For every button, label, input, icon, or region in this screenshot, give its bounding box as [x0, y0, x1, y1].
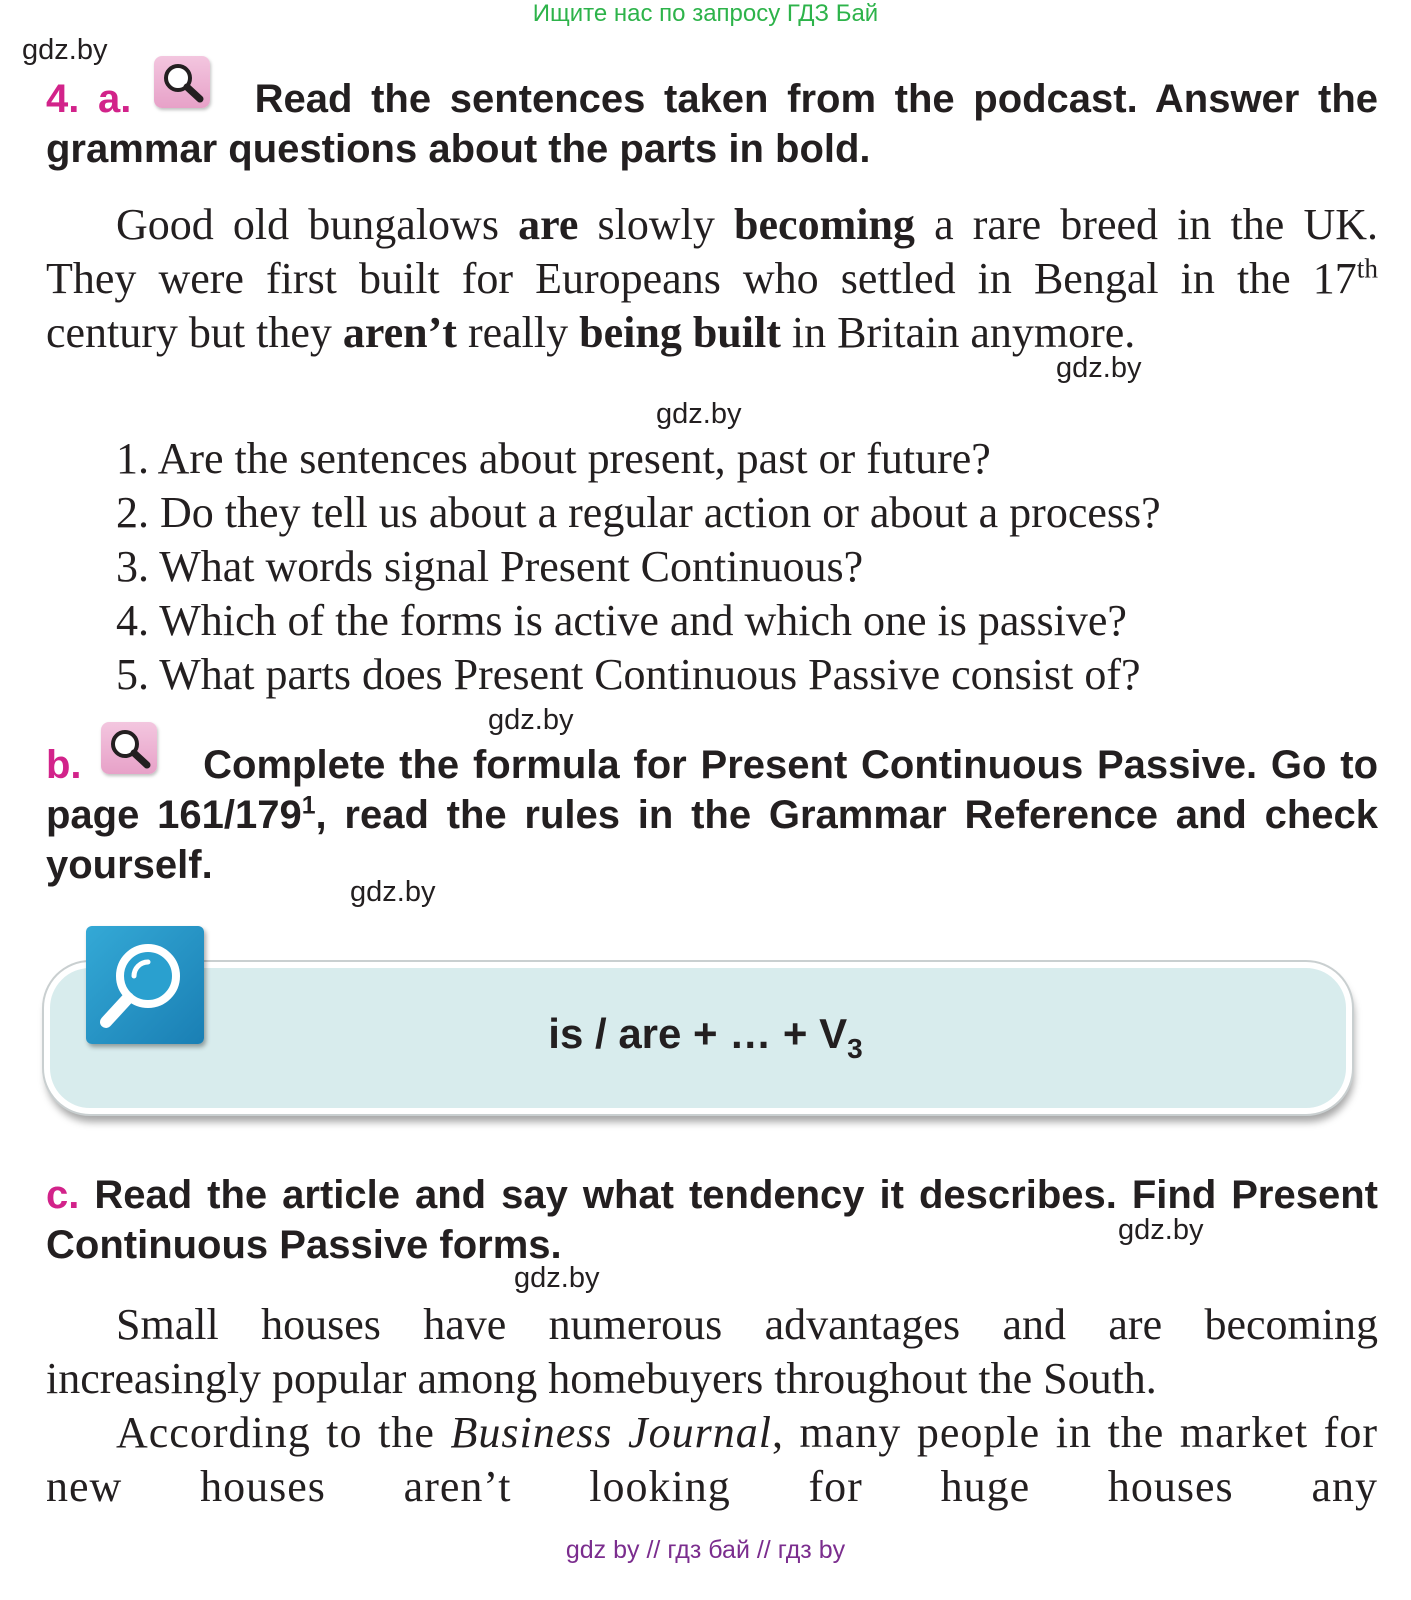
task-4a-instruction: Read the sentences taken from the podcast. Answer the grammar questions about the parts in bold.: [46, 77, 1378, 171]
watermark: gdz.by: [22, 34, 108, 66]
task-b-heading: b. Complete the formula for Present Continuous Passive. Go to page $161/179^1$, read the rules in the Grammar Reference and check yourself.: [46, 743, 1378, 887]
bold-are: are: [518, 200, 579, 249]
bold-becoming: becoming: [734, 200, 915, 249]
task-letter-c: c.: [46, 1173, 80, 1217]
list-item: 1. Are the sentences about present, past or future?: [116, 434, 991, 483]
watermark: gdz.by: [350, 876, 436, 908]
task-number: 4.: [46, 77, 80, 121]
footer-links[interactable]: gdz by // гдз бай // гдз by: [565, 1536, 846, 1564]
task-c-heading: c. Read the article and say what tendency it describes. Find Present Continuous Passive forms.: [46, 1173, 1378, 1267]
watermark: gdz.by: [514, 1262, 600, 1294]
bold-being-built: being built: [579, 308, 781, 357]
watermark: gdz.by: [1118, 1214, 1204, 1246]
article-text: [46, 1298, 1378, 1514]
watermark: gdz.by: [1056, 352, 1142, 384]
watermark: gdz.by: [488, 704, 574, 736]
top-banner[interactable]: Ищите нас по запросу ГДЗ Бай: [532, 0, 879, 27]
question-list: [116, 432, 1386, 702]
task-letter-a: a.: [98, 77, 132, 121]
watermark: gdz.by: [656, 398, 742, 430]
passage-bungalows: Good old bungalows are slowly becoming a rare breed in the UK. They were first built for Europeans who settled in Bengal in the 17th century but they aren’t really being built in Britain anymore.: [46, 200, 1378, 357]
article-paragraph-2: According to the Business Journal, many people in the market for new houses aren’t looking for huge houses any: [46, 1408, 1378, 1511]
formula: is / are + … + $V_3$: [548, 1010, 863, 1064]
list-item: 5. What parts does Present Continuous Passive consist of?: [116, 650, 1141, 699]
bold-arent: aren’t: [342, 308, 457, 357]
article-paragraph-1: Small houses have numerous advantages and are becoming increasingly popular among homebuyers throughout the South.: [46, 1300, 1378, 1403]
list-item: 4. Which of the forms is active and which one is passive?: [116, 596, 1127, 645]
task-letter-b: b.: [46, 743, 82, 787]
list-item: 2. Do they tell us about a regular action or about a process?: [116, 488, 1161, 537]
task-4a-heading: [46, 74, 1378, 174]
list-item: 3. What words signal Present Continuous?: [116, 542, 864, 591]
